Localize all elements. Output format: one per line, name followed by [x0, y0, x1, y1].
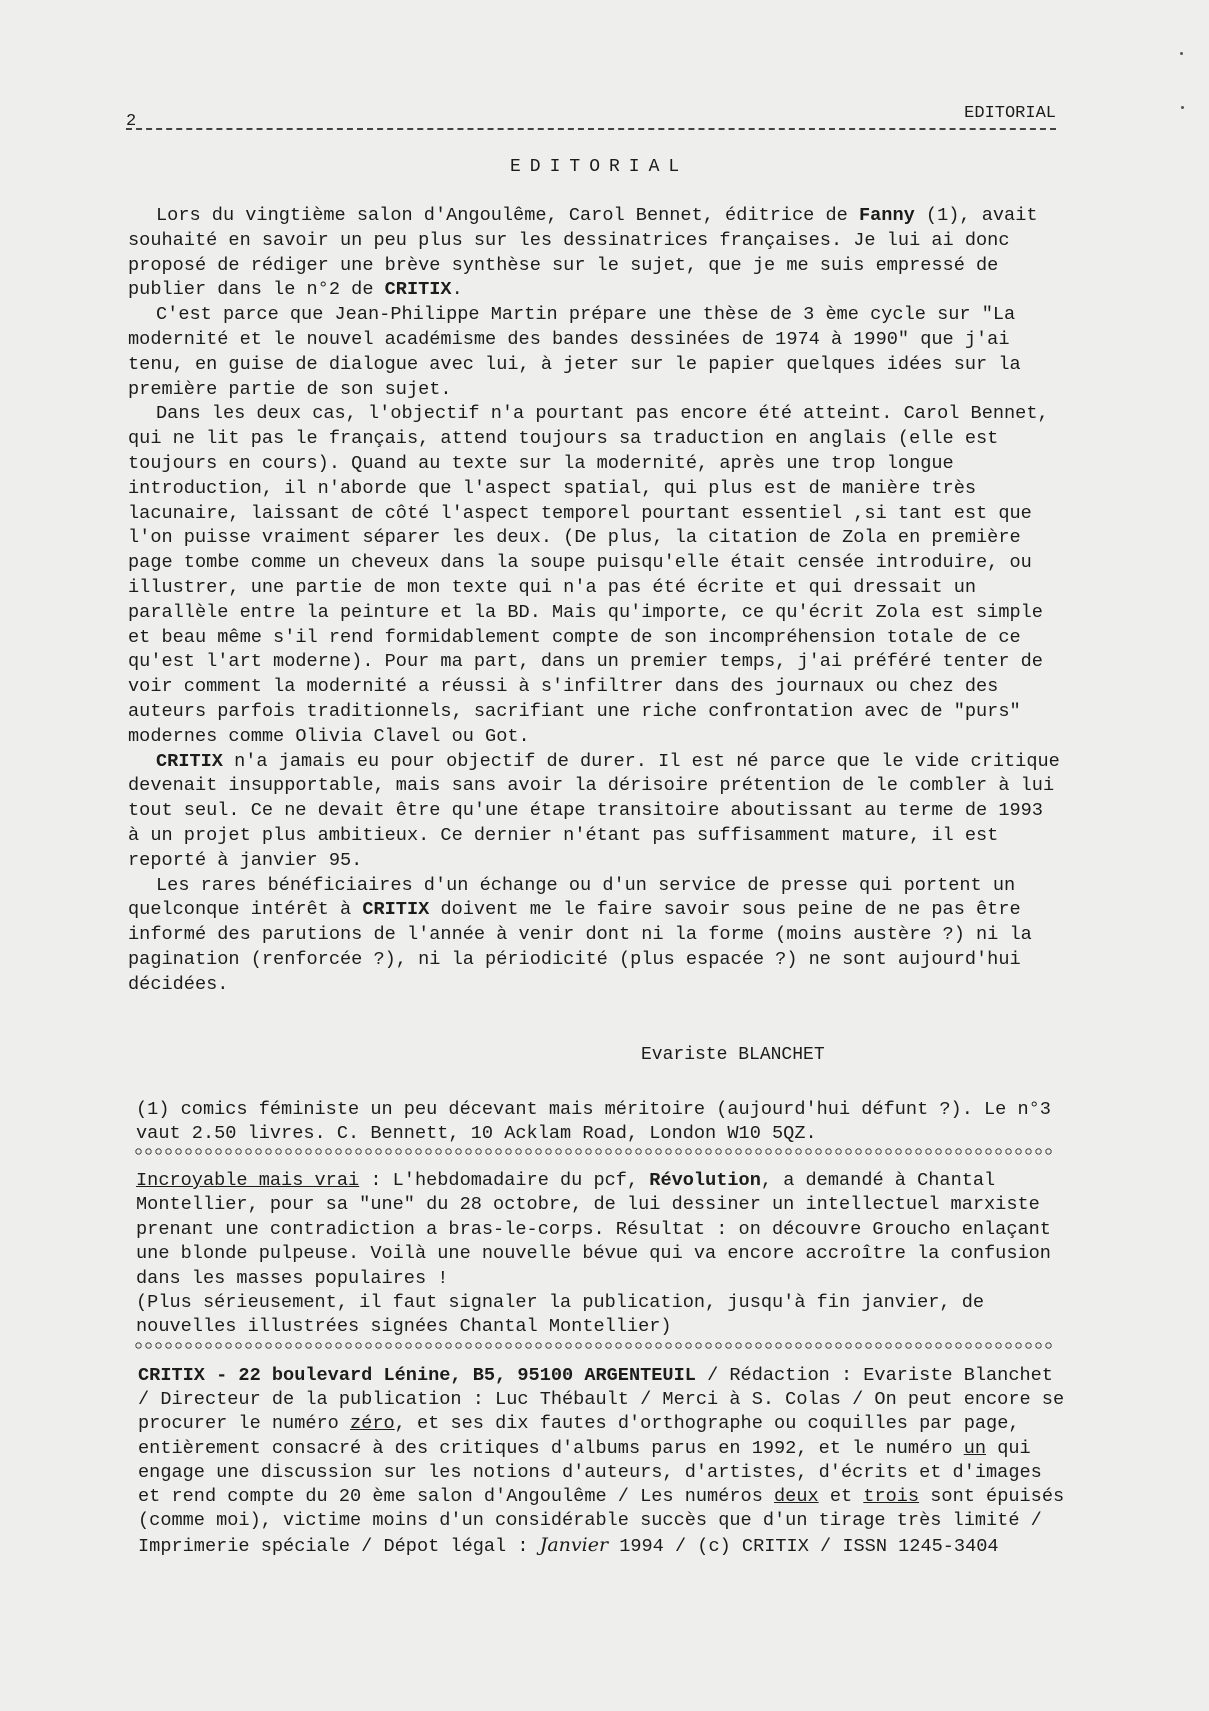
underlined-text: deux: [774, 1486, 819, 1508]
bold-text: CRITIX - 22 boulevard Lénine, B5, 95100 ARGENTEUIL: [138, 1365, 696, 1386]
circle-divider: [134, 1342, 1054, 1349]
bold-text: Révolution: [649, 1170, 761, 1191]
bold-text: CRITIX: [384, 279, 452, 301]
text-run: sont épuisés (comme moi), victime moins d'un considérable succès que d'un tirage très limité / Imprimerie spéciale / Dépot légal :: [138, 1486, 1065, 1558]
text-run: 1994 / (c) CRITIX / ISSN 1245-3404: [608, 1536, 999, 1558]
scan-speck: [1180, 52, 1183, 55]
text-run: qui engage une discussion sur les notions d'auteurs, d'artistes, d'écrits et d'images et rend compte du 20 ème salon d'Angoulême / Les numéros: [138, 1437, 1042, 1508]
paragraph: [128, 204, 1064, 303]
text-run: Lors du vingtième salon d'Angoulême, Carol Bennet, éditrice de: [156, 205, 859, 226]
text-run: Les rares bénéficiaires d'un échange ou d'un service de presse qui portent un quelconque intérêt à: [128, 874, 1016, 921]
news-item: [136, 1169, 1066, 1340]
handwritten-text: Janvier: [539, 1534, 609, 1557]
underlined-text: un: [963, 1437, 987, 1459]
circle-divider: [134, 1148, 1054, 1155]
text-run: / Rédaction : Evariste Blanchet / Directeur de la publication : Luc Thébault / Merci à S. Colas / On peut encore se procurer le numéro: [138, 1365, 1065, 1435]
paragraph: [128, 303, 1064, 402]
text-run: (1) comics féministe un peu décevant mais méritoire (aujourd'hui défunt ?). Le n°3 vaut 2.50 livres. C. Bennett, 10 Acklam Road, London W10 5QZ.: [136, 1099, 1051, 1144]
footnote: [136, 1098, 1066, 1146]
underlined-text: trois: [863, 1486, 920, 1508]
text-run: et: [818, 1486, 864, 1508]
paragraph: [128, 750, 1064, 874]
bold-text: Fanny: [858, 205, 915, 226]
bold-text: CRITIX: [156, 750, 223, 772]
underlined-text: zéro: [350, 1413, 395, 1435]
underlined-text: Incroyable mais vrai: [136, 1170, 360, 1191]
text-run: doivent me le faire savoir sous peine de ne pas être informé des parutions de l'année à venir dont ni la forme (moins austère ?) ni la pagination (renforcée ?), ni la périodicité (plus espacée ?) ne sont aujourd'hui décidées.: [128, 899, 1032, 995]
text-run: , a demandé à Chantal Montellier, pour sa "une" du 28 octobre, de lui dessiner un intellectuel marxiste prenant une contradiction a bras-le-corps. Résultat : on découvre Groucho enlaçant une blonde pulpeuse. Voilà une nouvelle bévue qui va encore accroître la confusion dans les masses populaires !: [136, 1170, 1051, 1289]
section-title: EDITORIAL: [964, 104, 1056, 123]
paragraph: [128, 874, 1064, 998]
text-run: n'a jamais eu pour objectif de durer. Il est né parce que le vide critique devenait insupportable, mais sans avoir la dérisoire prétention de le combler à lui tout seul. Ce ne devait être qu'une étape transitoire aboutissant au terme de 1993 à un projet plus ambitieux. Ce dernier n'étant pas suffisamment mature, il est reporté à janvier 95.: [128, 750, 1060, 871]
text-run: : L'hebdomadaire du pcf,: [359, 1170, 650, 1191]
text-run: (Plus sérieusement, il faut signaler la publication, jusqu'à fin janvier, de nouvelles illustrées signées Chantal Montellier): [136, 1292, 985, 1338]
text-run: Dans les deux cas, l'objectif n'a pourtant pas encore été atteint. Carol Bennet, qui ne lit pas le français, attend toujours sa traduction en anglais (elle est toujours en cours). Quand au texte sur la modernité, après une trop longue introduction, il n'aborde que l'aspect spatial, qui plus est de manière très lacunaire, laissant de côté l'aspect temporel pourtant essentiel ,si tant est que l'on puisse vraiment séparer les deux. (De plus, la citation de Zola en première page tombe comme un cheveux dans la soupe puisqu'elle était censée introduire, ou illustrer, une partie de mon texte qui n'a pas été écrite et qui dressait un parallèle entre la peinture et la BD. Mais qu'importe, ce qu'écrit Zola est simple et beau même s'il rend formidablement compte de son incompréhension totale de ce qu'est l'art moderne). Pour ma part, dans un premier temps, j'ai préféré tenter de voir comment la modernité a réussi à s'infiltrer dans des journaux ou chez des auteurs parfois traditionnels, sacrifiant une riche confrontation avec de "purs" modernes comme Olivia Clavel ou Got.: [128, 403, 1049, 747]
editorial-body: [128, 204, 1064, 998]
colophon: [138, 1364, 1068, 1560]
text-run: .: [451, 279, 463, 301]
text-run: (1), avait souhaité en savoir un peu plus sur les dessinatrices françaises. Je lui ai donc proposé de rédiger une brève synthèse sur le sujet, que je me suis empressé de publier dans le n°2 de: [128, 205, 1038, 301]
dashed-rule: [126, 128, 1056, 130]
scan-speck: [1181, 106, 1184, 109]
page-number: 2: [126, 112, 137, 131]
article-title: EDITORIAL: [510, 157, 689, 177]
text-run: , et ses dix fautes d'orthographe ou coquilles par page, entièrement consacré à des critiques d'albums parus en 1992, et le numéro: [138, 1413, 1020, 1459]
paragraph: [128, 402, 1064, 749]
bold-text: CRITIX: [362, 899, 430, 921]
text-run: C'est parce que Jean-Philippe Martin prépare une thèse de 3 ème cycle sur "La modernité et le nouvel académisme des bandes dessinées de 1974 à 1990" que j'ai tenu, en guise de dialogue avec lui, à jeter sur le papier quelques idées sur la première partie de son sujet.: [128, 304, 1021, 400]
author-signature: Evariste BLANCHET: [641, 1045, 825, 1065]
